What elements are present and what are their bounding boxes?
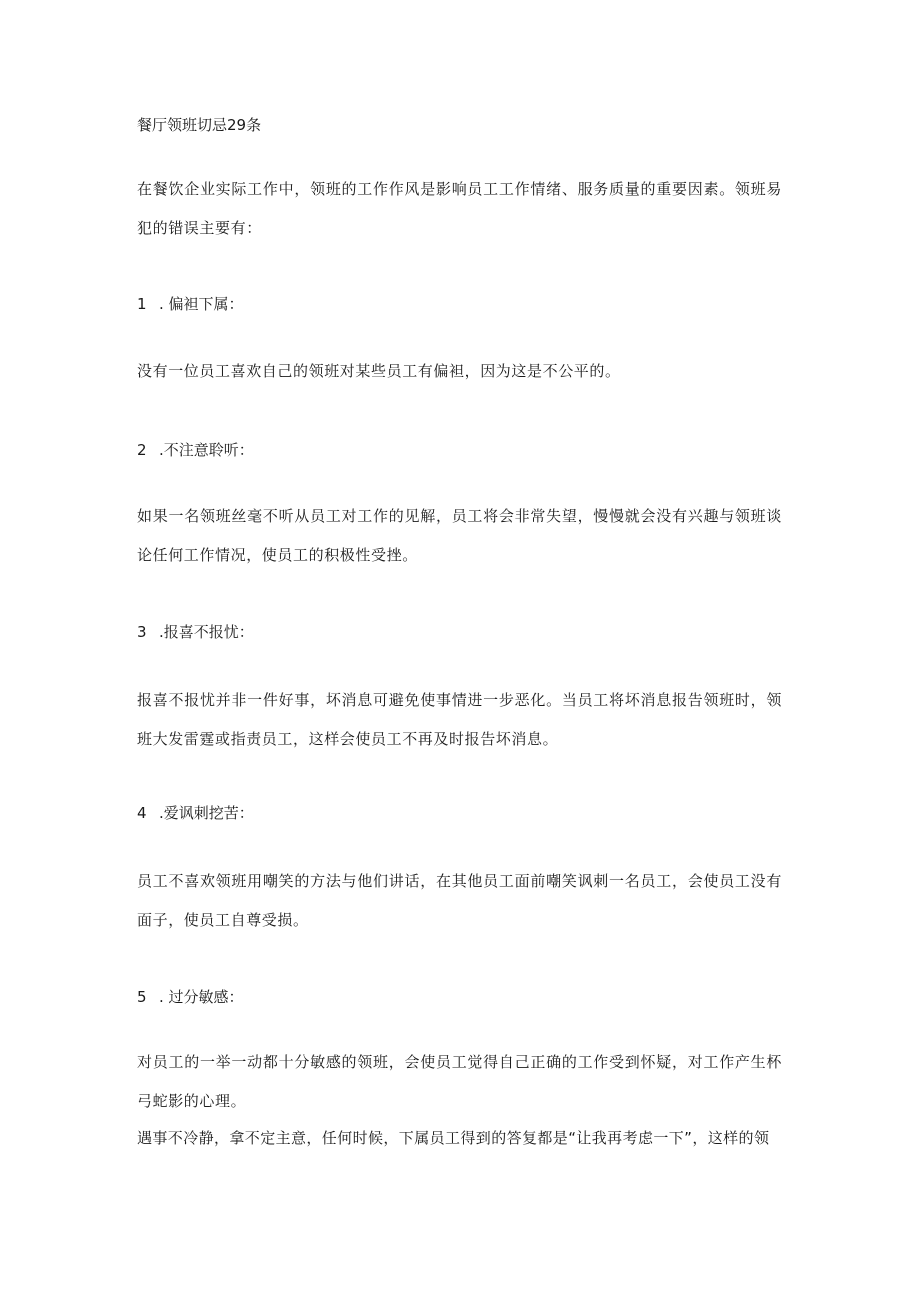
item-3-heading [137, 620, 254, 644]
item-5-number: 5 [137, 988, 147, 1006]
item-2-heading [137, 438, 254, 462]
item-2-title: .不注意聆听： [159, 441, 254, 459]
item-4-number: 4 [137, 804, 147, 822]
item-3-title: .报喜不报忧： [159, 623, 254, 641]
intro-paragraph: 在餐饮企业实际工作中，领班的工作作风是影响员工工作情绪、服务质量的重要因素。领班易犯的错误主要有： [137, 180, 782, 237]
item-1-number: 1 [137, 295, 147, 313]
item-1-body: 没有一位员工喜欢自己的领班对某些员工有偏袒，因为这是不公平的。 [137, 362, 621, 380]
item-1-heading [137, 292, 244, 316]
item-1-title: . 偏袒下属： [159, 295, 244, 313]
item-4-body: 员工不喜欢领班用嘲笑的方法与他们讲话，在其他员工面前嘲笑讽刺一名员工，会使员工没有面子，使员工自尊受损。 [137, 872, 782, 929]
item-4-heading [137, 801, 254, 825]
item-3-body: 报喜不报忧并非一件好事，坏消息可避免使事情进一步恶化。当员工将坏消息报告领班时，领班大发雷霆或指责员工，这样会使员工不再及时报告坏消息。 [137, 691, 782, 748]
item-5-body: 对员工的一举一动都十分敏感的领班，会使员工觉得自己正确的工作受到怀疑，对工作产生杯弓蛇影的心理。 [137, 1053, 782, 1110]
document-title-text: 餐厅领班切忌29条 [137, 116, 262, 134]
item-2-number: 2 [137, 441, 147, 459]
trailing-paragraph: 遇事不冷静，拿不定主意，任何时候，下属员工得到的答复都是“让我再考虑一下”，这样的领 [137, 1129, 770, 1147]
item-5-title: . 过分敏感： [159, 988, 244, 1006]
item-3-number: 3 [137, 623, 147, 641]
item-4-title: .爱讽刺挖苦： [159, 804, 254, 822]
item-2-body: 如果一名领班丝毫不听从员工对工作的见解，员工将会非常失望，慢慢就会没有兴趣与领班谈论任何工作情况，使员工的积极性受挫。 [137, 507, 782, 564]
item-5-heading [137, 985, 244, 1009]
document-title [137, 113, 261, 137]
